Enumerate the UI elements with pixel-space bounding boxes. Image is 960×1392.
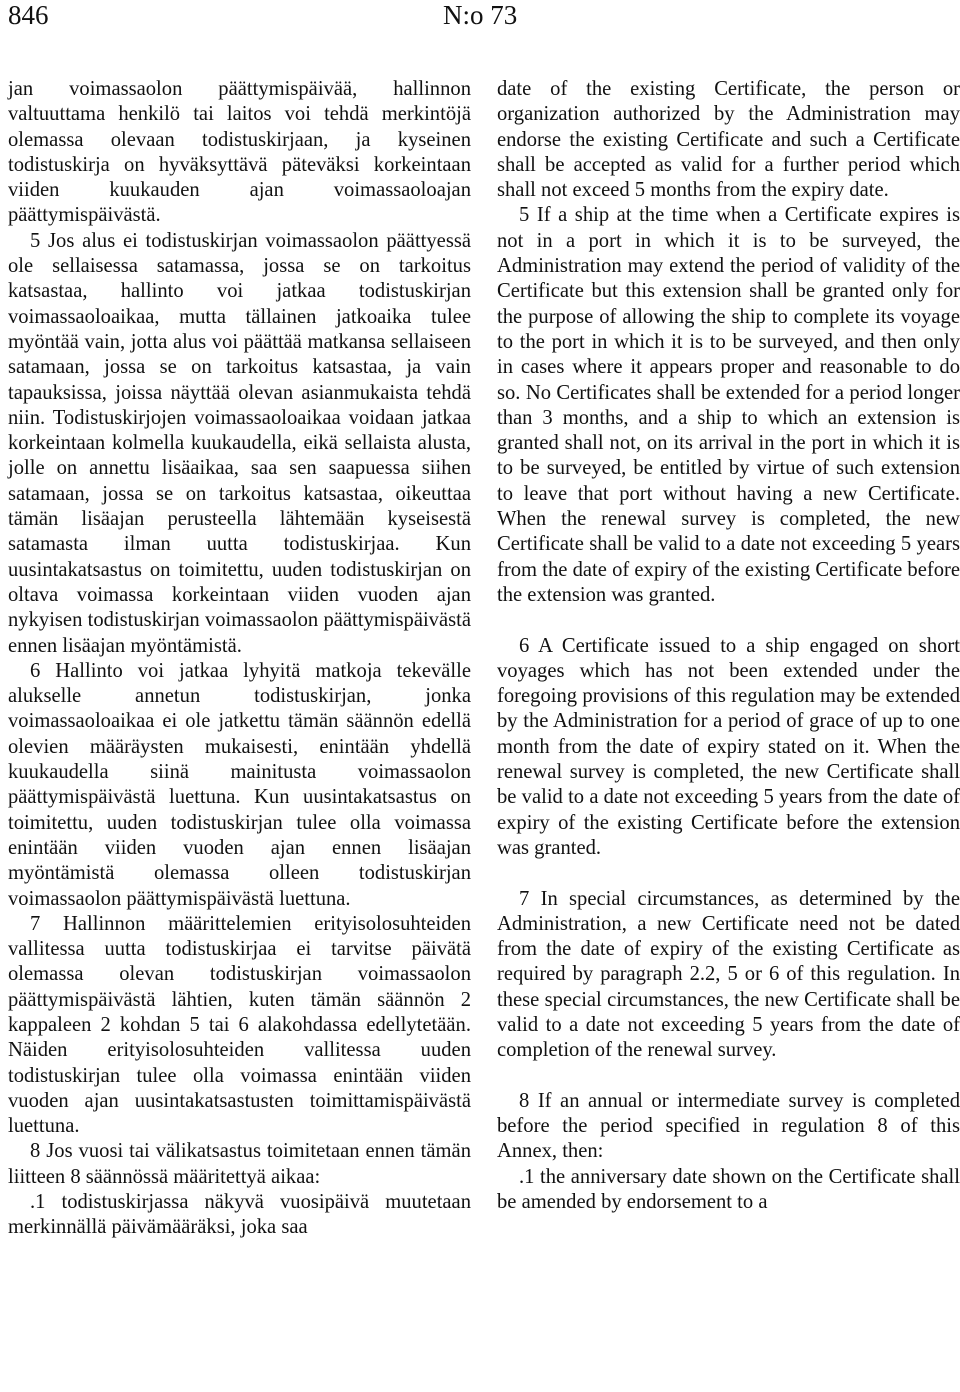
english-paragraph-5: 5 If a ship at the time when a Certificate expires is not in a port in which it is to be surveyed, the Administration may extend the period of validity of the Certificate but this extension shall be granted only for the purpose of allowing the ship to complete its voyage to the port in which it is to be surveyed, and then only in cases where it appears proper and reasonable to do so. No Certificates shall be extended for a period longer than 3 months, and a ship to which an extension is granted shall not, on its arrival in the port in which it is to be surveyed, be entitled by virtue of such extension to leave that port without having a new Certificate. When the renewal survey is completed, the new Certificate shall be valid to a date not exceeding 5 years from the date of expiry of the existing Certificate before the extension was granted.	[497, 204, 960, 606]
finnish-subparagraph-1: .1 todistuskirjassa näkyvä vuosipäivä muutetaan merkinnällä päivämääräksi, joka saa	[8, 1191, 471, 1239]
english-paragraph-7: 7 In special circumstances, as determined by the Administration, a new Certificate need not be dated from the date of expiry of the existing Certificate as required by paragraph 2.2, 5 or 6 of this regulation. In these special circumstances, the new Certificate shall be valid to a date not exceeding 5 years from the date of completion of the renewal survey.	[497, 887, 960, 1062]
page-number: 846	[8, 0, 49, 30]
english-paragraph-6: 6 A Certificate issued to a ship engaged on short voyages which has not been extended under the foregoing provisions of this regulation may be extended by the Administration for a period of grace of up to one month from the date of expiry stated on it. When the renewal survey is completed, the new Certificate shall be valid to a date not exceeding 5 years from the date of expiry of the existing Certificate before the extension was granted.	[497, 634, 960, 859]
finnish-column	[8, 77, 471, 1241]
finnish-paragraph-continuation: jan voimassaolon päättymispäivää, hallinnon valtuuttama henkilö tai laitos voi tehdä merkintöjä olemassa olevaan todistuskirjaan, ja kyseinen todistuskirja on hyväksyttävä päteväksi korkeintaan viiden kuukauden ajan voimassaoloajan päättymispäivästä.	[8, 78, 471, 227]
issue-number: N:o 73	[443, 0, 518, 30]
english-paragraph-continuation: date of the existing Certificate, the person or organization authorized by the Administration may endorse the existing Certificate and such a Certificate shall be accepted as valid for a further period which shall not exceed 5 months from the expiry date.	[497, 78, 960, 202]
finnish-paragraph-6: 6 Hallinto voi jatkaa lyhyitä matkoja tekevälle alukselle annetun todistuskirjan, jonka voimassaoloaikaa ei ole jatkettu tämän säännön edellä olevien määräysten mukaisesti, enintään yhdellä kuukaudella siinä mainitusta voimassaolon päättymispäivästä luettuna. Kun uusintakatsastus on toimitettu, uuden todistuskirjan tulee olla voimassa enintään viiden vuoden ajan ennen lisäajan myöntämistä olemassa olleen todistuskirjan voimassaolon päättymispäivästä luettuna.	[8, 659, 471, 910]
finnish-paragraph-8: 8 Jos vuosi tai välikatsastus toimitetaan ennen tämän liitteen 8 säännössä määritettyä aikaa:	[8, 1140, 471, 1188]
english-paragraph-8: 8 If an annual or intermediate survey is completed before the period specified in regulation 8 of this Annex, then:	[497, 1089, 960, 1163]
finnish-paragraph-5: 5 Jos alus ei todistuskirjan voimassaolon päättyessä ole sellaisessa satamassa, jossa se on tarkoitus katsastaa, hallinto voi jatkaa todistuskirjan voimassaoloaikaa, mutta tällainen jatkoaika tulee myöntää vain, jotta alus voi päättää matkansa sellaiseen satamaan, jossa se on tarkoitus katsastaa, ja vain tapauksissa, joissa näyttää olevan asianmukaista tehdä niin. Todistuskirjojen voimassaoloaikaa voidaan jatkaa korkeintaan kolmella kuukaudella, eikä sellaista alusta, jolle on annettu lisäaikaa, saa sen saapuessa siihen satamaan, jossa se on tarkoitus katsastaa, oikeuttaa tämän lisäajan perusteella lähtemään kyseisestä satamasta ilman uutta todistuskirjaa. Kun uusintakatsastus on toimitettu, uuden todistuskirjan on oltava voimassa korkeintaan viiden vuoden ajan nykyisen todistuskirjan voimassaolon päättymispäivästä ennen lisäajan myöntämistä.	[8, 229, 471, 657]
english-subparagraph-1: .1 the anniversary date shown on the Certificate shall be amended by endorsement to a	[497, 1165, 960, 1214]
finnish-paragraph-7: 7 Hallinnon määrittelemien erityisolosuhteiden vallitessa uutta todistuskirjaa ei tarvitse päivätä olemassa olevan todistuskirjan voimassaolon päättymispäivästä lähtien, kuten tämän säännön 2 kappaleen 2 kohdan 5 tai 6 alakohdassa edellytetään. Näiden erityisolosuhteiden vallitessa uuden todistuskirjan tulee olla voimassa enintään viiden vuoden ajan uusintakatsastusten toimittamispäivästä luettuna.	[8, 912, 471, 1138]
english-column	[497, 77, 960, 1215]
